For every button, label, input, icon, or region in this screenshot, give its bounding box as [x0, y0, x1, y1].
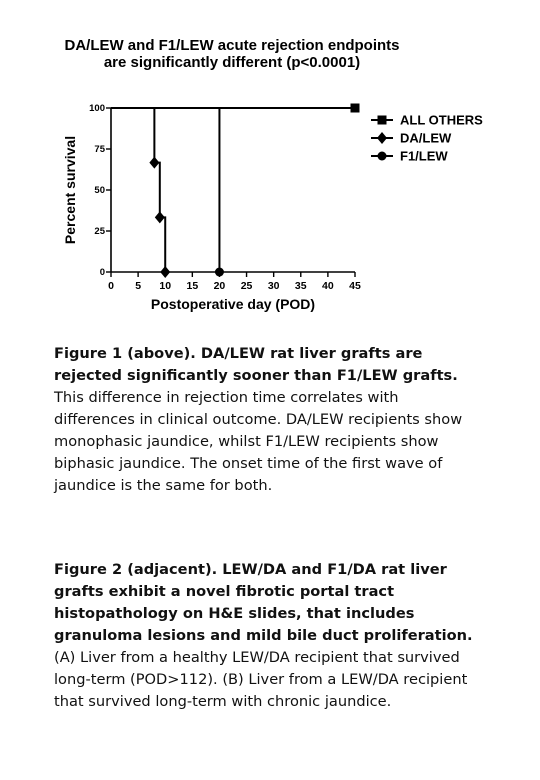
figure-1-caption — [54, 343, 474, 497]
legend-label-f1-lew: F1/LEW — [400, 148, 448, 164]
x-axis-label: Postoperative day (POD) — [150, 296, 316, 312]
y-tick-label: 100 — [89, 103, 105, 114]
x-tick-label: 10 — [159, 280, 172, 292]
data-point-da-lew — [155, 211, 165, 223]
figure-2-caption-heading: Figure 2 (adjacent). LEW/DA and F1/DA rat liver grafts exhibit a novel fibrotic portal tract histopathology on H&E slides, that includes granuloma lesions and mild bile duct proliferation. — [54, 561, 473, 644]
x-tick-label: 15 — [186, 280, 199, 292]
legend-label-all-others: ALL OTHERS — [400, 112, 483, 128]
data-point-all-others — [351, 104, 360, 113]
data-point-da-lew — [160, 266, 170, 278]
data-point-f1-lew — [215, 268, 224, 277]
legend-marker-da-lew — [377, 132, 387, 144]
y-tick-label: 25 — [94, 226, 105, 237]
legend-marker-all-others — [378, 116, 387, 125]
figure-2-caption — [54, 559, 474, 713]
legend-marker-f1-lew — [378, 152, 387, 161]
x-tick-label: 0 — [108, 280, 114, 292]
x-tick-label: 20 — [213, 280, 226, 292]
x-tick-label: 25 — [240, 280, 253, 292]
x-tick-label: 30 — [267, 280, 280, 292]
data-point-da-lew — [149, 157, 159, 169]
y-tick-label: 0 — [99, 267, 105, 278]
legend-label-da-lew: DA/LEW — [400, 130, 452, 146]
figure-2-caption-body: (A) Liver from a healthy LEW/DA recipient that survived long-term (POD>112). (B) Liver from a LEW/DA recipient that survived long-term with chronic jaundice. — [54, 649, 468, 710]
chart-title-line2: are significantly different (p<0.0001) — [103, 54, 361, 71]
series-line-da-lew — [111, 108, 165, 272]
x-tick-label: 40 — [322, 280, 334, 292]
y-axis-label: Percent survival — [62, 135, 78, 245]
y-tick-label: 50 — [94, 185, 105, 196]
x-tick-label: 5 — [135, 280, 142, 292]
figure-1-caption-heading: Figure 1 (above). DA/LEW rat liver grafts are rejected significantly sooner than F1/LEW grafts. — [54, 345, 458, 384]
x-tick-label: 45 — [349, 280, 361, 292]
figure-1-caption-body: This difference in rejection time correlates with differences in clinical outcome. DA/LEW recipients show monophasic jaundice, whilst F1/LEW recipients show biphasic jaundice. The onset time of the first wave of jaundice is the same for both. — [54, 389, 463, 494]
x-tick-label: 35 — [294, 280, 307, 292]
survival-chart — [0, 0, 540, 330]
y-tick-label: 75 — [94, 144, 105, 155]
chart-title-line1: DA/LEW and F1/LEW acute rejection endpoints — [64, 37, 400, 54]
